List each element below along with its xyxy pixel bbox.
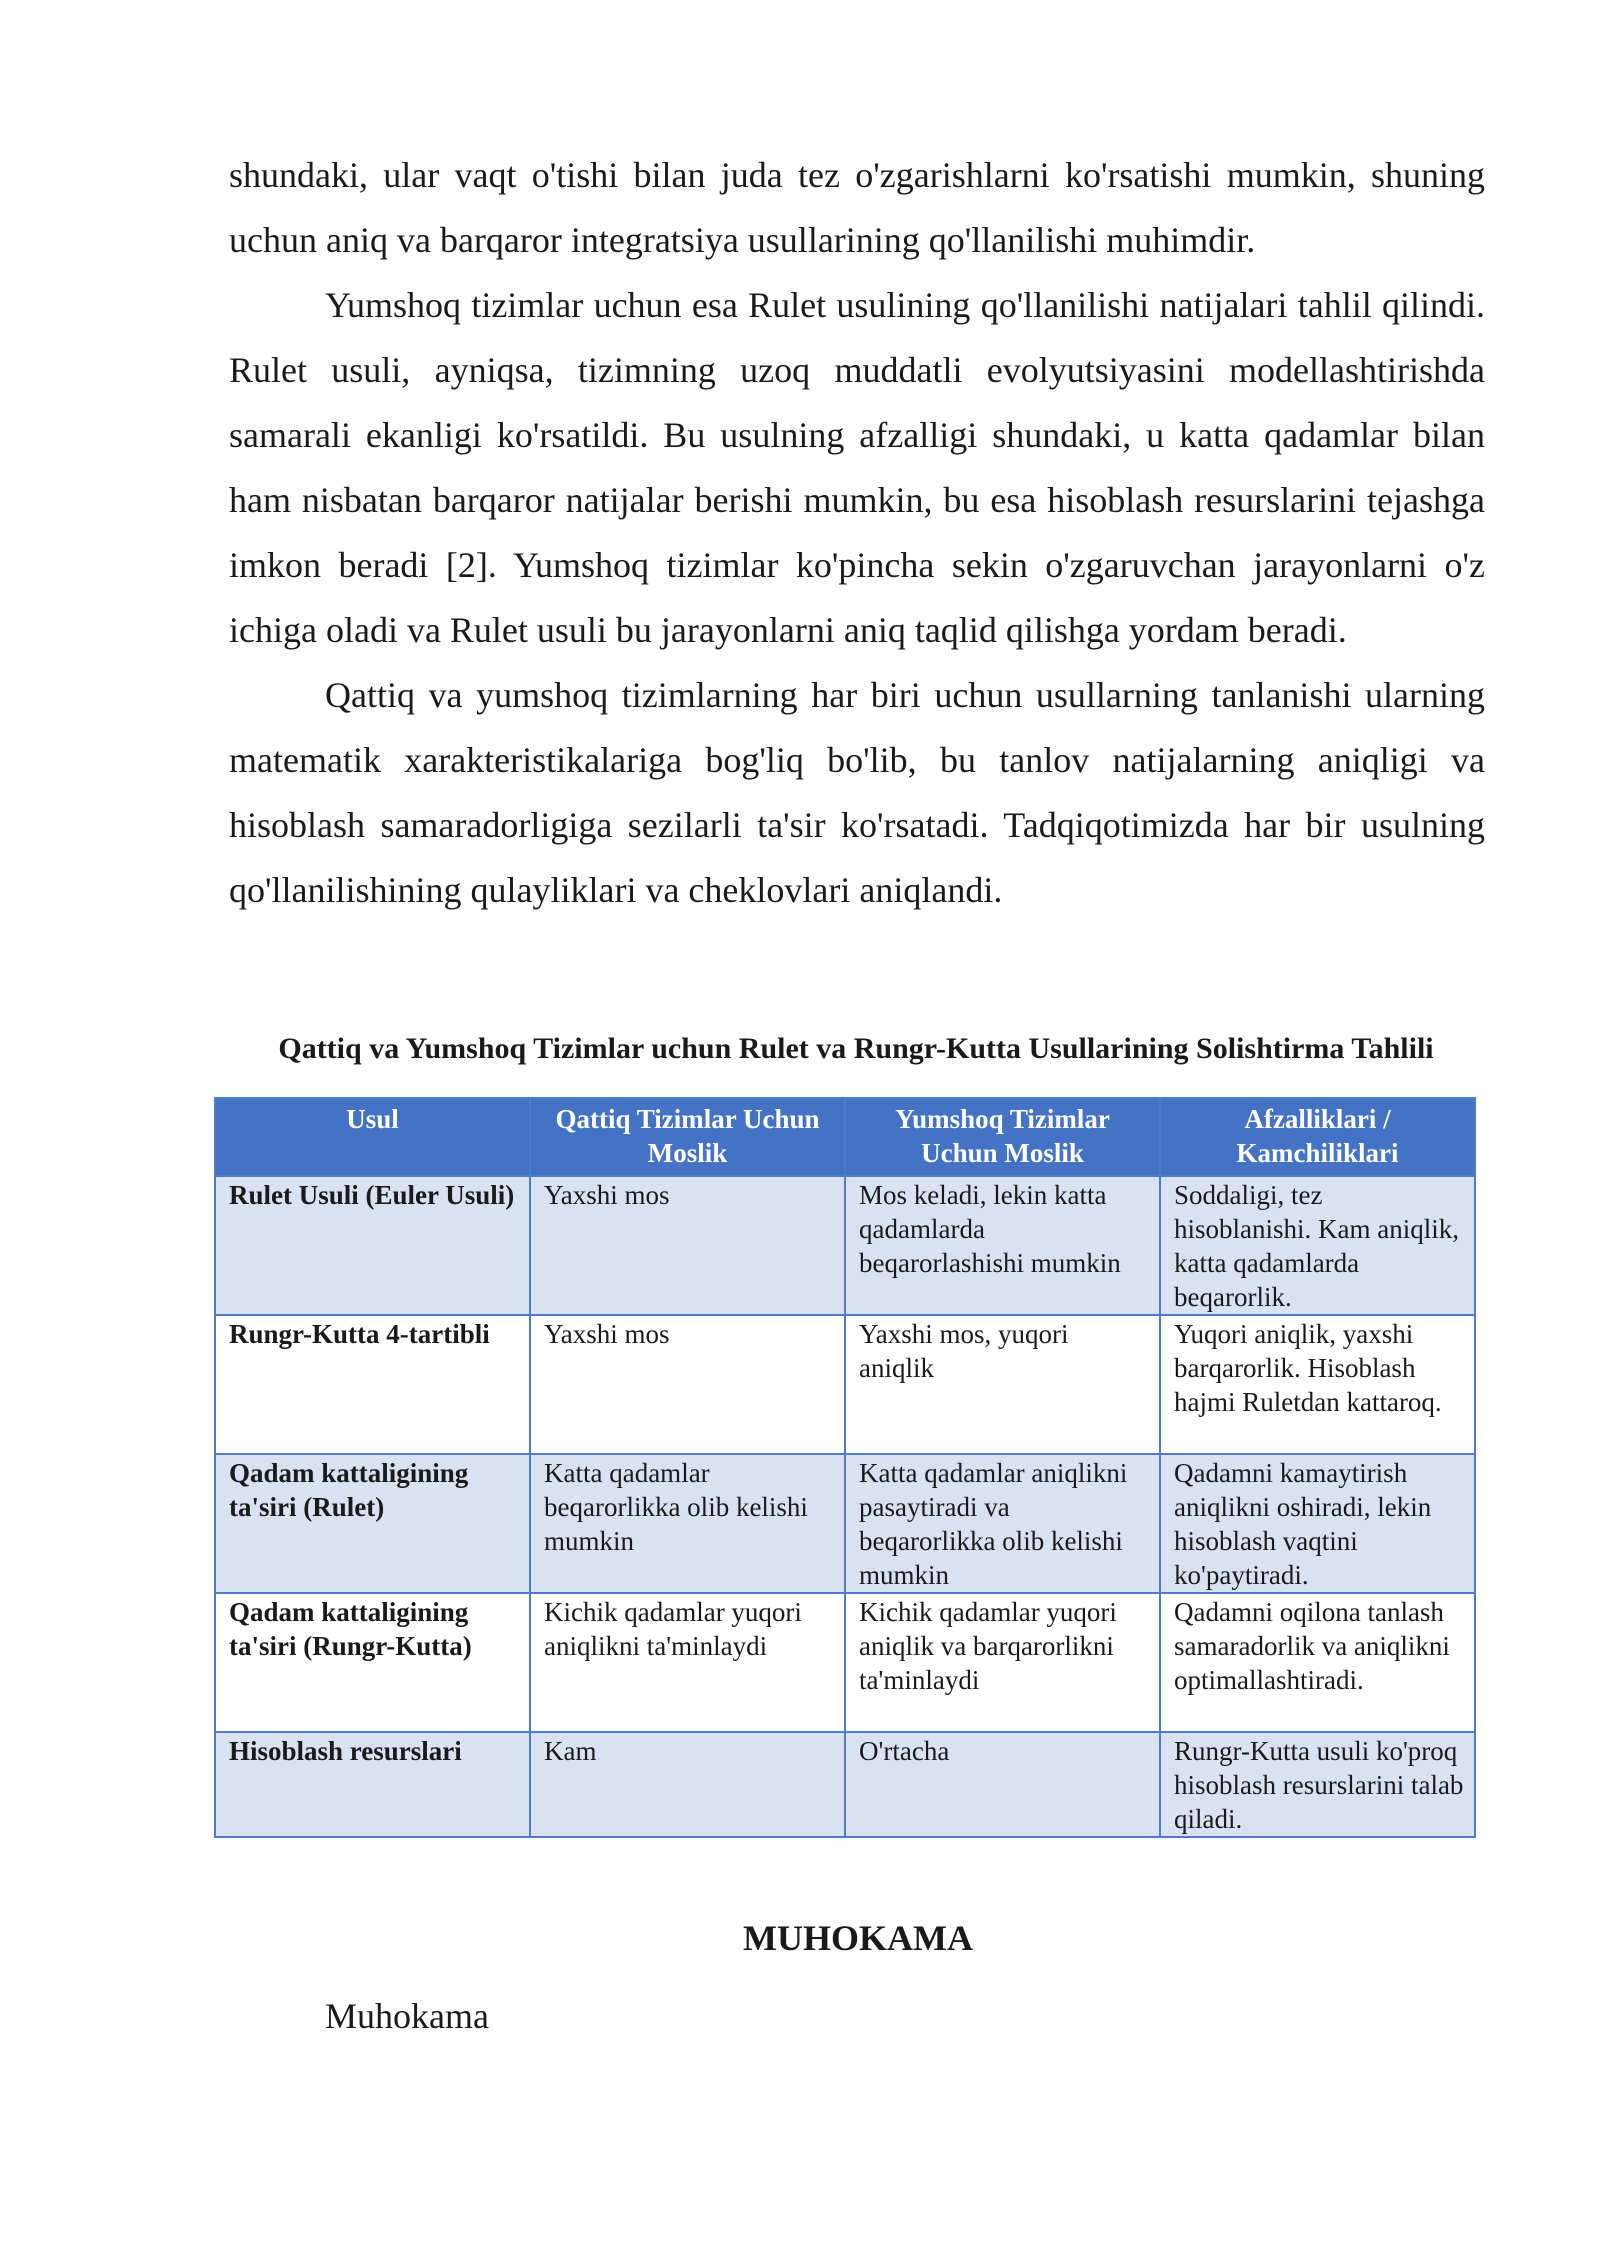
table-cell: Yuqori aniqlik, yaxshi barqarorlik. Hisoblash hajmi Ruletdan kattaroq. [1160, 1315, 1475, 1454]
table-row [215, 1593, 1475, 1732]
table-cell-method: Rulet Usuli (Euler Usuli) [215, 1176, 530, 1315]
table-cell-method: Rungr-Kutta 4-tartibli [215, 1315, 530, 1454]
section-heading: MUHOKAMA [743, 1918, 973, 1958]
header-yumshoq: Yumshoq Tizimlar Uchun Moslik [845, 1098, 1160, 1176]
comparison-table [214, 1097, 1476, 1838]
table-cell-method: Hisoblash resurslari [215, 1732, 530, 1837]
header-qattiq: Qattiq Tizimlar Uchun Moslik [530, 1098, 845, 1176]
table-cell: Kichik qadamlar yuqori aniqlikni ta'minlaydi [530, 1593, 845, 1732]
table-cell-method: Qadam kattaligining ta'siri (Rulet) [215, 1454, 530, 1593]
body-text [229, 143, 1485, 923]
header-usul: Usul [215, 1098, 530, 1176]
table-row [215, 1454, 1475, 1593]
table-cell-method: Qadam kattaligining ta'siri (Rungr-Kutta) [215, 1593, 530, 1732]
table-row [215, 1176, 1475, 1315]
table-cell: Soddaligi, tez hisoblanishi. Kam aniqlik, katta qadamlarda beqarorlik. [1160, 1176, 1475, 1315]
table-cell: Qadamni kamaytirish aniqlikni oshiradi, lekin hisoblash vaqtini ko'paytiradi. [1160, 1454, 1475, 1593]
section-paragraph: Muhokama [325, 1996, 489, 2036]
table-cell: Mos keladi, lekin katta qadamlarda beqarorlashishi mumkin [845, 1176, 1160, 1315]
paragraph-2: Yumshoq tizimlar uchun esa Rulet usulining qo'llanilishi natijalari tahlil qilindi. Rulet usuli, ayniqsa, tizimning uzoq muddatli evolyutsiyasini modellashtirishda samarali ekanligi ko'rsatildi. Bu usulning afzalligi shundaki, u katta qadamlar bilan ham nisbatan barqaror natijalar berishi mumkin, bu esa hisoblash resurslarini tejashga imkon beradi [2]. Yumshoq tizimlar ko'pincha sekin o'zgaruvchan jarayonlarni o'z ichiga oladi va Rulet usuli bu jarayonlarni aniq taqlid qilishga yordam beradi. [229, 285, 1485, 650]
table-caption: Qattiq va Yumshoq Tizimlar uchun Rulet va Rungr-Kutta Usullarining Solishtirma Tahlili [278, 1032, 1434, 1065]
table-cell: Rungr-Kutta usuli ko'proq hisoblash resurslarini talab qiladi. [1160, 1732, 1475, 1837]
table-cell: Katta qadamlar beqarorlikka olib kelishi mumkin [530, 1454, 845, 1593]
table-cell: Yaxshi mos [530, 1176, 845, 1315]
paragraph-3: Qattiq va yumshoq tizimlarning har biri uchun usullarning tanlanishi ularning matematik xarakteristikalariga bog'liq bo'lib, bu tanlov natijalarning aniqligi va hisoblash samaradorligiga sezilarli ta'sir ko'rsatadi. Tadqiqotimizda har bir usulning qo'llanilishining qulayliklari va cheklovlari aniqlandi. [229, 675, 1485, 910]
table-row [215, 1315, 1475, 1454]
table-cell: Yaxshi mos [530, 1315, 845, 1454]
table-cell: Kam [530, 1732, 845, 1837]
table-cell: Kichik qadamlar yuqori aniqlik va barqarorlikni ta'minlaydi [845, 1593, 1160, 1732]
table-header-row [215, 1098, 1475, 1176]
paragraph-1: shundaki, ular vaqt o'tishi bilan juda tez o'zgarishlarni ko'rsatishi mumkin, shuning uchun aniq va barqaror integratsiya usullarining qo'llanilishi muhimdir. [229, 155, 1485, 260]
header-afzalliklari: Afzalliklari / Kamchiliklari [1160, 1098, 1475, 1176]
table-cell: O'rtacha [845, 1732, 1160, 1837]
table-cell: Katta qadamlar aniqlikni pasaytiradi va beqarorlikka olib kelishi mumkin [845, 1454, 1160, 1593]
table-row [215, 1732, 1475, 1837]
table-cell: Qadamni oqilona tanlash samaradorlik va aniqlikni optimallashtiradi. [1160, 1593, 1475, 1732]
table-cell: Yaxshi mos, yuqori aniqlik [845, 1315, 1160, 1454]
